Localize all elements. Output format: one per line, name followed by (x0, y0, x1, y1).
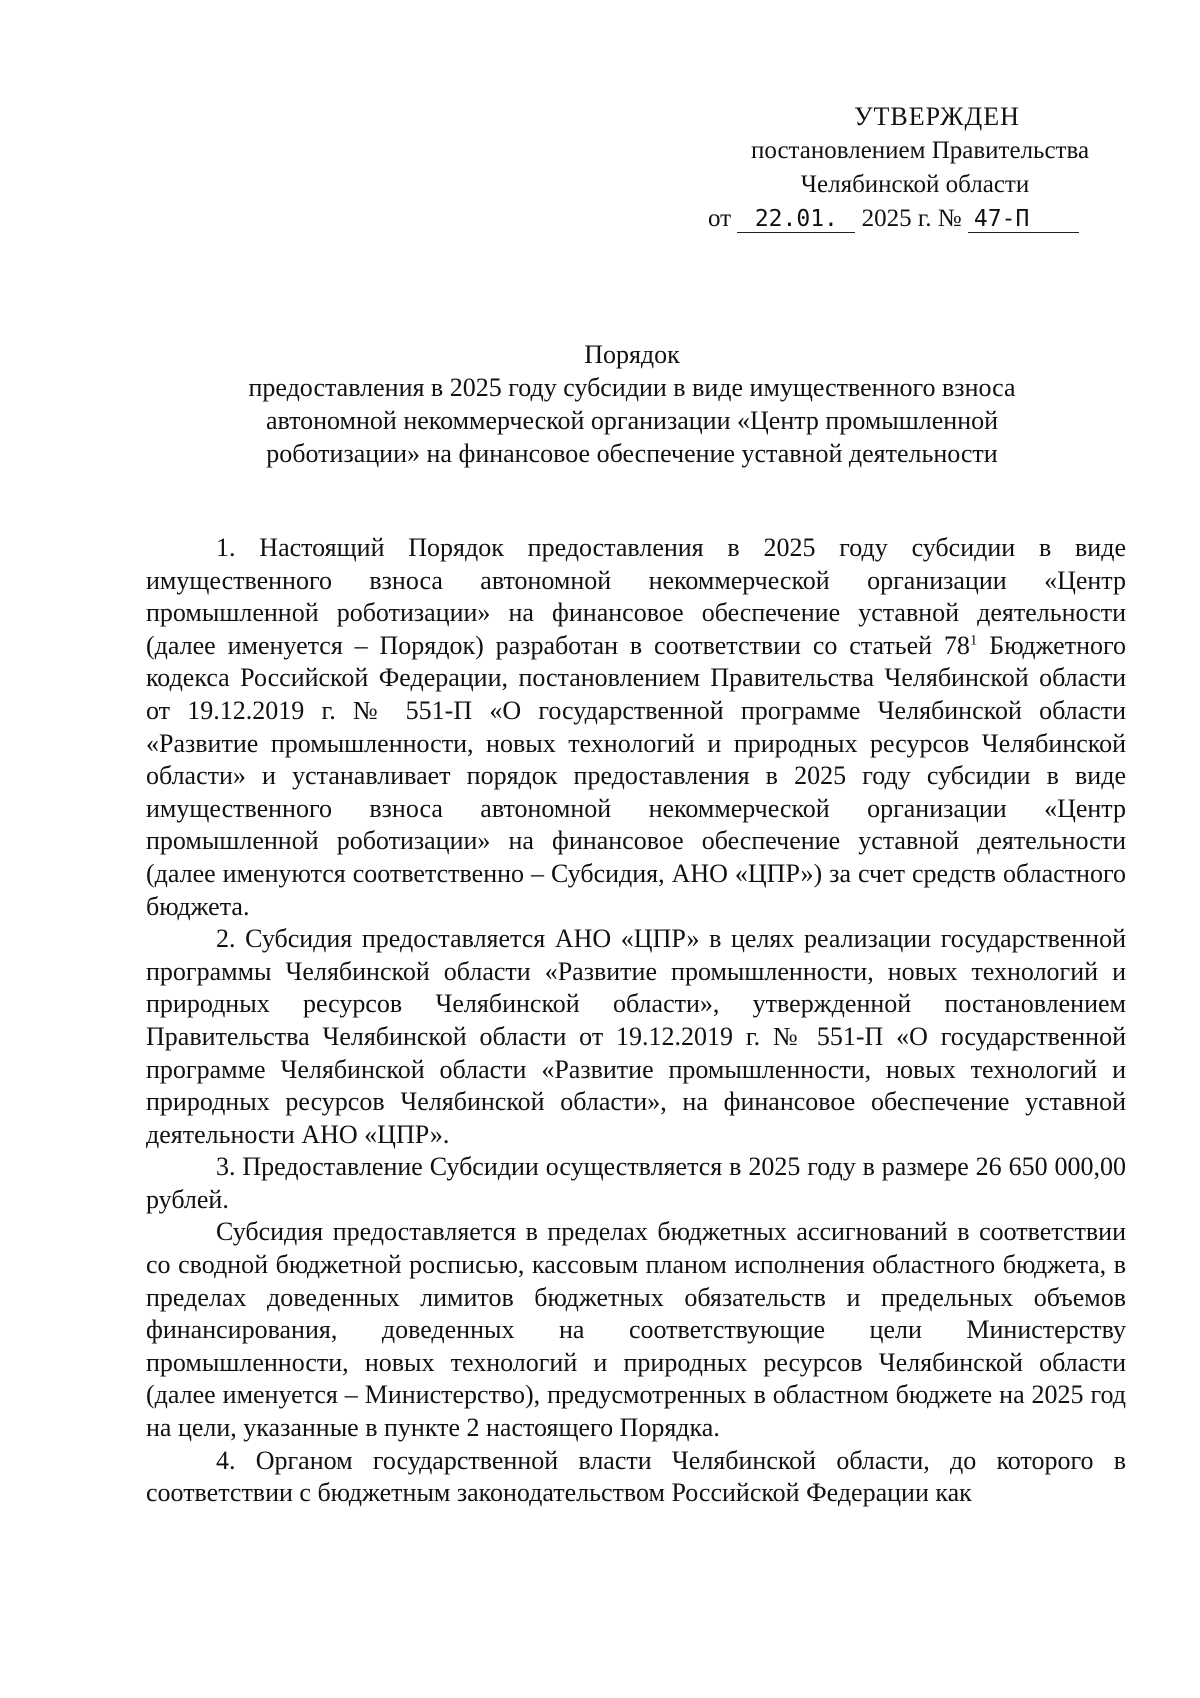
paragraph-1-start: 1. Настоящий Порядок предоставления в 2025 году субсидии в виде имущественного взноса автономной некоммерческой организации «Центр промышленной роботизации» на финансовое обеспечение уставной деятельности (далее именуется – Порядок) разработан в соответствии со статьей 78 (146, 533, 1126, 660)
heading-line-3: роботизации» на финансовое обеспечение уставной деятельности (266, 439, 998, 468)
approval-date-line (680, 202, 1120, 236)
approval-stamp (708, 100, 1120, 236)
heading-line-2: автономной некоммерческой организации «Центр промышленной (265, 406, 999, 435)
approval-year: 2025 г. № (861, 205, 962, 232)
paragraph-4: 4. Органом государственной власти Челябинской области, до которого в соответствии с бюджетным законодательством Российской Федерации как (146, 1445, 1126, 1508)
article-superscript: 1 (969, 632, 978, 649)
document-heading (150, 338, 1114, 470)
paragraph-3: 3. Предоставление Субсидии осуществляется в 2025 году в размере 26 650 000,00 рублей. (146, 1152, 1126, 1214)
paragraph-1-end: Бюджетного кодекса Российской Федерации, постановлением Правительства Челябинской области от 19.12.2019 г. № 551-П «О государственной программе Челябинской области «Развитие промышленности, новых технологий и природных ресурсов Челябинской области» и устанавливает порядок предоставления в 2025 году субсидии в виде имущественного взноса автономной некоммерческой организации «Центр промышленной роботизации» на финансовое обеспечение уставной деятельности (далее именуются соответственно – Субсидия, АНО «ЦПР») за счет средств областного бюджета. (146, 630, 1126, 921)
approval-region: Челябинской области (800, 171, 1030, 198)
approval-issuer: постановлением Правительства (750, 137, 1090, 164)
paragraph-2: 2. Субсидия предоставляется АНО «ЦПР» в целях реализации государственной программы Челябинской области «Развитие промышленности, новых технологий и природных ресурсов Челябинской области», утвержденной постановлением Правительства Челябинской области от 19.12.2019 г. № 551-П «О государственной программе Челябинской области «Развитие промышленности, новых технологий и природных ресурсов Челябинской области», на финансовое обеспечение уставной деятельности АНО «ЦПР». (146, 924, 1126, 1149)
approval-date: 22.01. (737, 206, 855, 233)
approval-title: УТВЕРЖДЕН (854, 102, 1020, 131)
approval-number: 47-П (968, 206, 1079, 233)
heading-title: Порядок (584, 340, 680, 369)
heading-line-1: предоставления в 2025 году субсидии в виде имущественного взноса (248, 373, 1016, 402)
paragraph-1 (146, 532, 1126, 923)
paragraph-3-continued: Субсидия предоставляется в пределах бюджетных ассигнований в соответствии со сводной бюджетной росписью, кассовым планом исполнения областного бюджета, в пределах доведенных лимитов бюджетных обязательств и предельных объемов финансирования, доведенных на соответствующие цели Министерству промышленности, новых технологий и природных ресурсов Челябинской области (далее именуется – Министерство), предусмотренных в областном бюджете на 2025 год на цели, указанные в пункте 2 настоящего Порядка. (146, 1217, 1126, 1443)
document-body (146, 532, 1126, 1510)
from-label: от (708, 205, 732, 232)
